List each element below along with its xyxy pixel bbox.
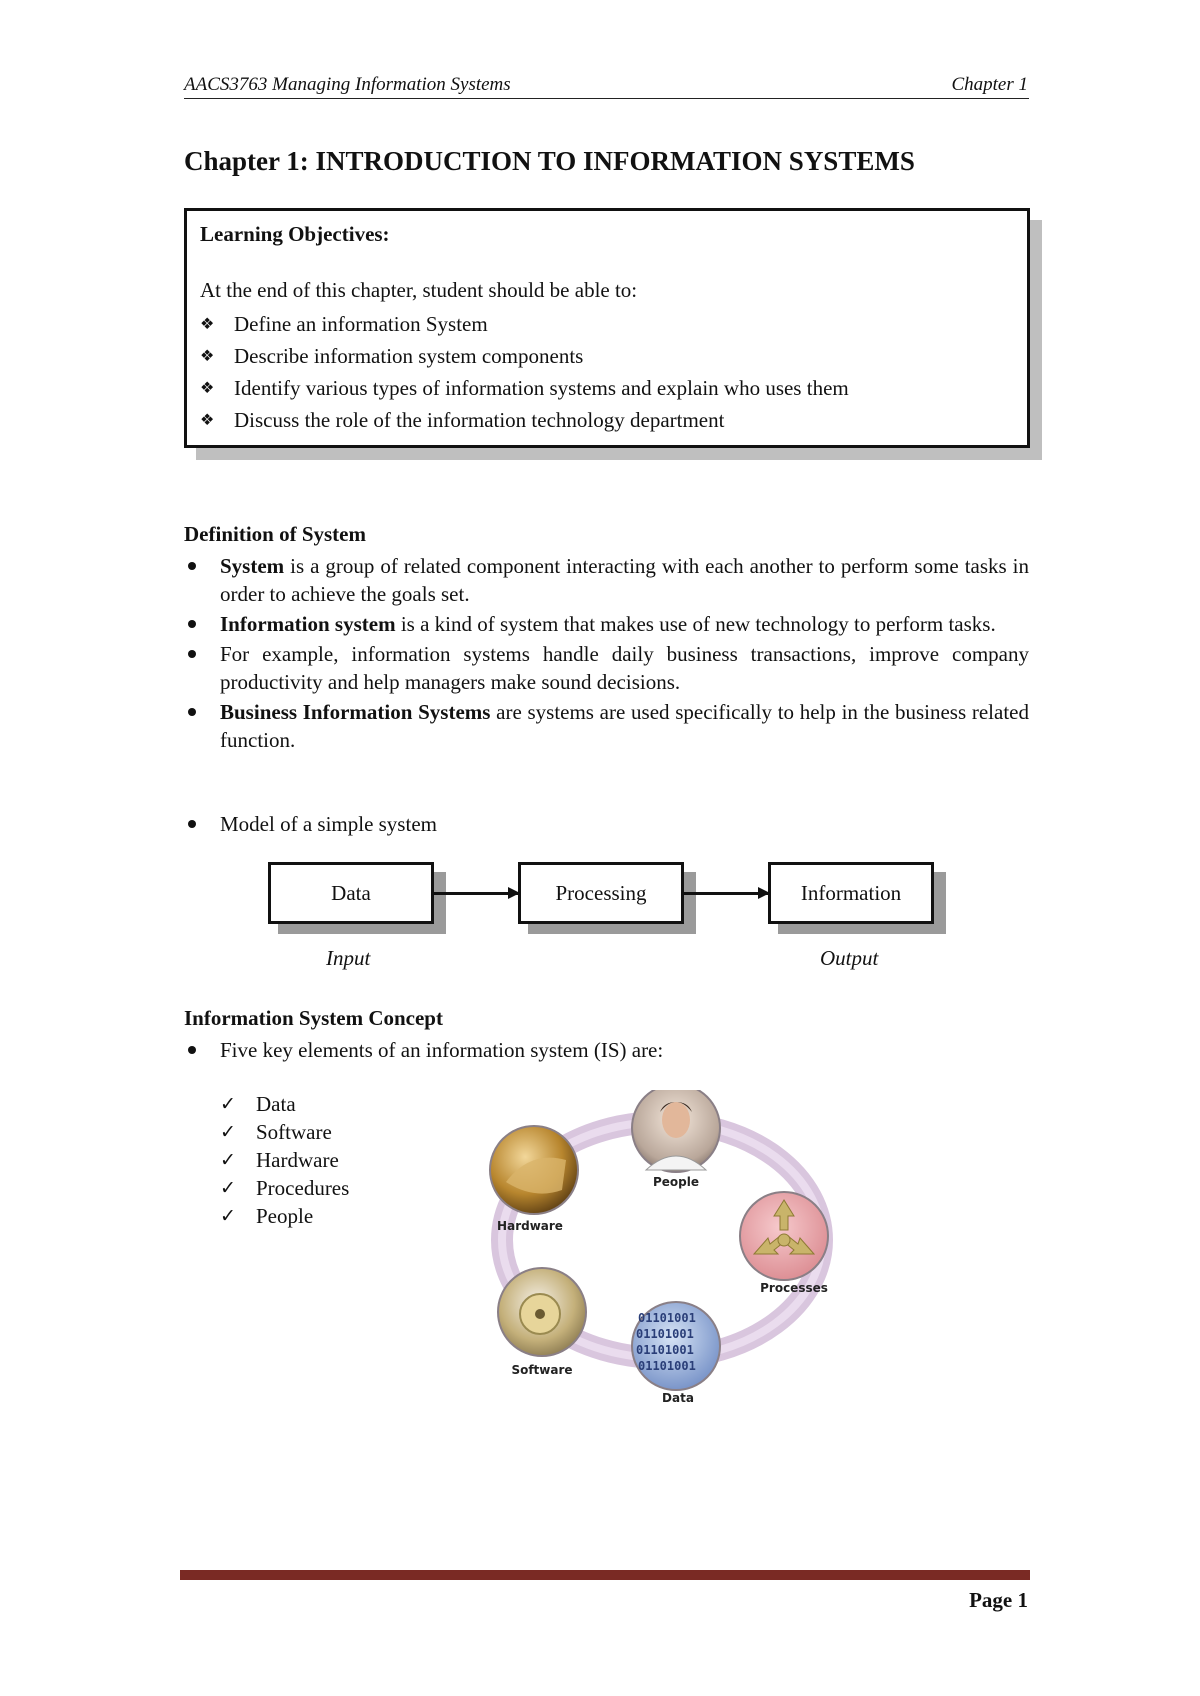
people-label: People [652,1175,700,1189]
checkmark-icon: ✓ [220,1177,236,1199]
svg-text:01101001: 01101001 [638,1311,696,1325]
data-node [632,1302,720,1405]
svg-text:01101001: 01101001 [638,1359,696,1373]
diamond-bullet-icon: ❖ [200,380,215,397]
input-caption: Input [326,946,371,970]
element-item: ✓ Data [220,1091,296,1116]
footer-bar [180,1570,1030,1580]
objective-item: ❖ Discuss the role of the information technology department [200,407,725,432]
elements-checklist [220,1090,349,1230]
diamond-bullet-icon: ❖ [200,316,215,333]
output-caption: Output [820,946,879,970]
definition-item: Information system is a kind of system that makes use of new technology to perform tasks. [184,610,1029,638]
flow-arrow-icon [684,892,768,895]
svg-text:01101001: 01101001 [636,1327,694,1341]
definition-item: For example, information systems handle daily business transactions, improve company productivity and help managers make sound decisions. [184,640,1029,696]
software-label: Software [511,1363,573,1377]
objective-item: ❖ Define an information System [200,311,488,336]
definition-item: System is a group of related component interacting with each another to perform some tasks in order to achieve the goals set. [184,552,1029,608]
objectives-list [200,308,849,436]
people-node [632,1090,720,1189]
diamond-bullet-icon: ❖ [200,348,215,365]
definition-item: Business Information Systems are systems are used specifically to help in the business related function. [184,698,1029,754]
svg-text:01101001: 01101001 [636,1343,694,1357]
data-label: Data [662,1391,694,1405]
flow-box-data: Data [268,862,434,924]
processes-label: Processes [760,1281,828,1295]
element-item: ✓ Hardware [220,1147,339,1172]
running-header-chapter: Chapter 1 [951,74,1028,95]
hardware-label: Hardware [497,1219,563,1233]
concept-heading: Information System Concept [184,1006,443,1030]
concept-intro: Five key elements of an information system (IS) are: [184,1036,1029,1064]
page-number: Page 1 [969,1588,1028,1612]
model-label: Model of a simple system [184,810,1029,838]
objectives-heading: Learning Objectives: [200,222,390,246]
objective-item: ❖ Describe information system components [200,343,584,368]
flow-box-information: Information [768,862,934,924]
concept-list [184,1036,1029,1066]
element-item: ✓ Software [220,1119,332,1144]
checkmark-icon: ✓ [220,1205,236,1227]
definition-heading: Definition of System [184,522,366,546]
model-list [184,810,1029,840]
person-face-icon [662,1102,690,1138]
definition-list [184,552,1029,756]
diamond-bullet-icon: ❖ [200,412,215,429]
flow-arrow-icon [434,892,518,895]
checkmark-icon: ✓ [220,1121,236,1143]
is-components-cycle-diagram [470,1090,850,1420]
checkmark-icon: ✓ [220,1093,236,1115]
objectives-intro: At the end of this chapter, student should be able to: [200,278,638,302]
software-node [498,1268,586,1377]
objective-item: ❖ Identify various types of information systems and explain who uses them [200,375,849,400]
flow-box-processing: Processing [518,862,684,924]
checkmark-icon: ✓ [220,1149,236,1171]
header-rule [184,98,1029,99]
element-item: ✓ People [220,1203,314,1228]
element-item: ✓ Procedures [220,1175,350,1200]
running-header-course: AACS3763 Managing Information Systems [184,74,511,95]
chapter-title: Chapter 1: INTRODUCTION TO INFORMATION SYSTEMS [184,146,915,176]
